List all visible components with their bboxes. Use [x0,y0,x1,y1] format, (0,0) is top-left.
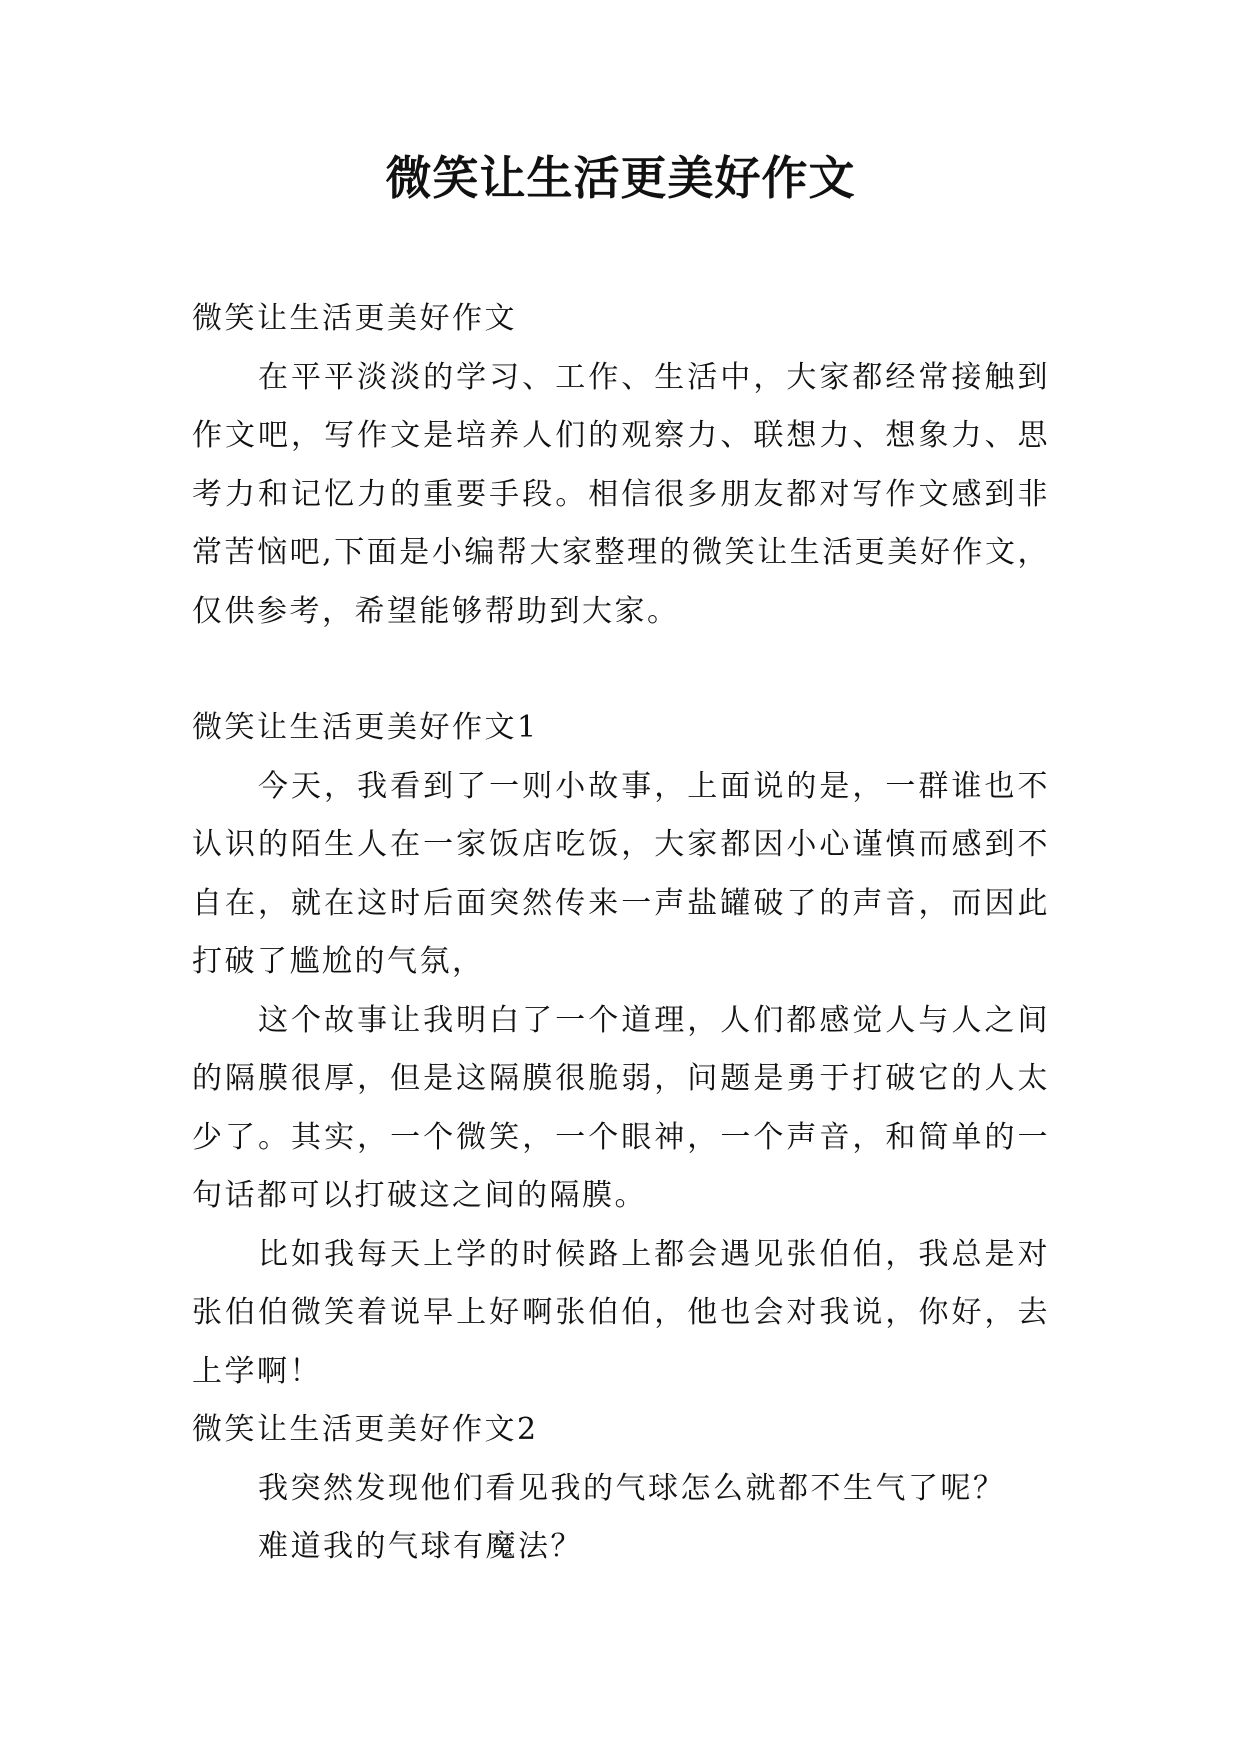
essay1-heading: 微笑让生活更美好作文1 [192,710,539,745]
essay1-paragraph: 今天，我看到了一则小故事，上面说的是，一群谁也不认识的陌生人在一家饭店吃饭，大家都因小心谨慎而感到不自在，就在这时后面突然传来一声盐罐破了的声音，而因此打破了尴尬的气氛， [192,768,1050,979]
essay1-paragraph: 比如我每天上学的时候路上都会遇见张伯伯，我总是对张伯伯微笑着说早上好啊张伯伯，他也会对我说，你好，去上学啊！ [192,1236,1050,1389]
essay1-paragraph: 这个故事让我明白了一个道理，人们都感觉人与人之间的隔膜很厚，但是这隔膜很脆弱，问题是勇于打破它的人太少了。其实，一个微笑，一个眼神，一个声音，和简单的一句话都可以打破这之间的隔膜。 [192,1002,1050,1213]
essay2-paragraph: 难道我的气球有魔法？ [258,1529,583,1564]
section-spacer [192,641,1050,699]
essay2-paragraph: 我突然发现他们看见我的气球怎么就都不生气了呢？ [258,1470,1006,1506]
intro-paragraph: 在平平淡淡的学习、工作、生活中，大家都经常接触到作文吧，写作文是培养人们的观察力、联想力、想象力、思考力和记忆力的重要手段。相信很多朋友都对写作文感到非常苦恼吧,下面是小编帮大家整理的微笑让生活更美好作文，仅供参考，希望能够帮助到大家。 [192,359,1050,629]
document-title: 微笑让生活更美好作文 [385,151,856,205]
intro-heading: 微笑让生活更美好作文 [192,301,517,336]
essay2-heading: 微笑让生活更美好作文2 [192,1412,539,1447]
document-body [192,290,1050,1577]
